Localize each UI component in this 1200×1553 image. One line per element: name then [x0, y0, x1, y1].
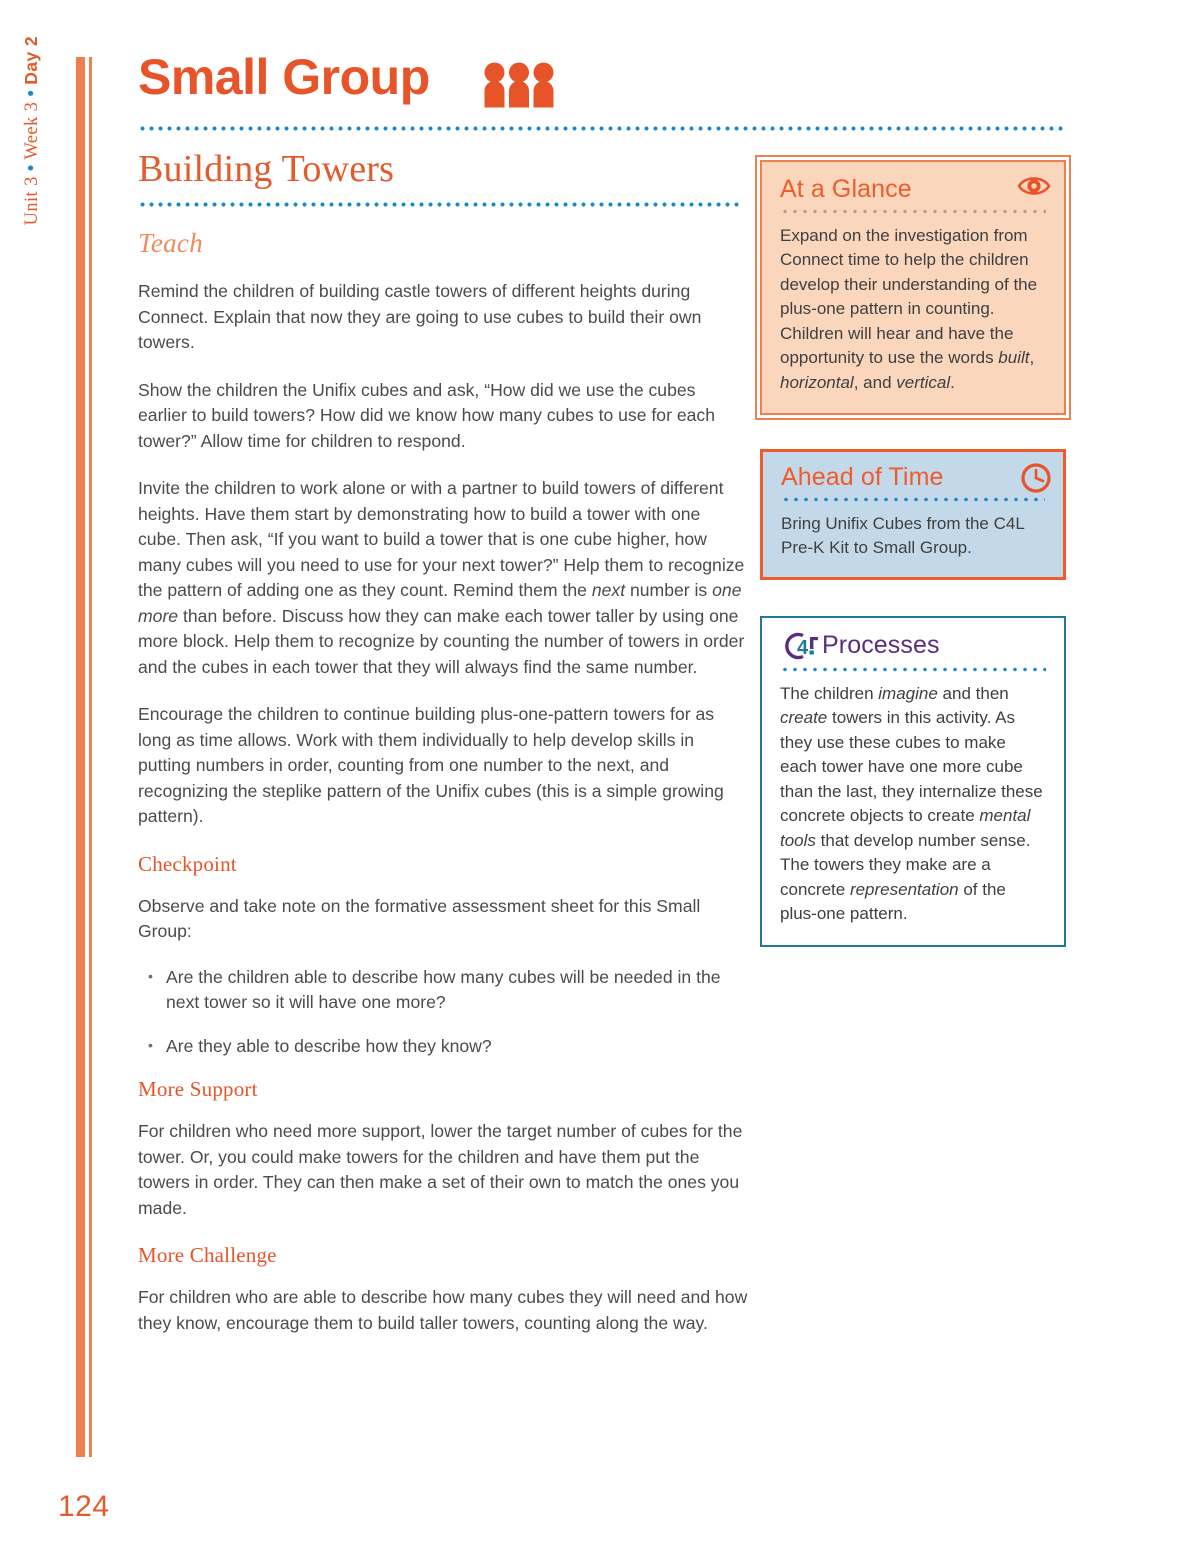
paragraph-encourage: Encourage the children to continue building plus-one-pattern towers for as long as time allows. Work with them individually to help develop skills in putting numbers in order, counting from one number to the next, and recognizing the steplike pattern of the Unifix cubes (this is a simple growing pattern). — [138, 704, 724, 826]
three-people-icon — [483, 62, 555, 108]
ahead-of-time-heading: Ahead of Time — [781, 463, 944, 491]
list-item: • Are the children able to describe how many cubes will be needed in the next tower so it will have one more? — [138, 965, 748, 1016]
sidebar-spacer-1 — [760, 415, 1066, 449]
ahead-of-time-body: Bring Unifix Cubes from the C4L Pre-K Kit to Small Group. — [781, 513, 1025, 557]
at-a-glance-panel — [760, 160, 1066, 415]
processes-em-imagine: imagine — [878, 683, 938, 703]
rail-week: Week 3 — [22, 101, 42, 160]
rail-separator-2: • — [22, 89, 42, 97]
page-number: 124 — [58, 1490, 110, 1523]
processes-em-representation: representation — [849, 879, 959, 899]
activity-title-divider — [138, 202, 743, 207]
header-divider — [138, 126, 1066, 131]
processes-panel — [760, 616, 1066, 947]
glance-part-1: Expand on the investigation from Connect time to help the children develop their understanding of the plus-one pattern in counting. Children will hear and have the opportunity to use the words — [780, 225, 1038, 367]
processes-em-mental-tools: mental tools — [780, 806, 1031, 850]
processes-part-1: The children — [780, 683, 879, 703]
teach-heading: Teach — [138, 228, 204, 258]
list-item: • Are they able to describe how they know? — [138, 1034, 748, 1060]
more-support-text: For children who need more support, lower the target number of cubes for the tower. Or, you could make towers for the children and have them put the towers in order. They can then make a set of their own to match the ones you made. — [138, 1121, 743, 1218]
left-rail-thick-bar — [76, 57, 85, 1457]
processes-part-2: and then — [937, 683, 1009, 703]
glance-em-vertical: vertical — [896, 372, 951, 392]
invite-part-1: Invite the children to work alone or with a partner to build towers of different heights. Have them start by demonstrating how to build a tower with one cube. Then ask, “If you want to build a tower that is one cube higher, how many cubes will you need to use for your next tower?” Help them to recognize the pattern of adding one as they count. Remind them the — [138, 478, 745, 600]
checkpoint-bullet-list — [138, 965, 748, 1060]
processes-heading-row — [780, 630, 1046, 662]
rail-unit: Unit 3 — [22, 176, 42, 226]
glance-mid-1: , — [1029, 348, 1035, 367]
clock-icon — [1020, 462, 1052, 494]
svg-text:4: 4 — [797, 636, 809, 659]
invite-em-one-more: one more — [138, 580, 742, 626]
unit-week-day-label — [21, 36, 43, 316]
processes-body — [780, 682, 1046, 927]
invite-part-2: number is — [625, 580, 713, 600]
invite-part-3: than before. Discuss how they can make each tower taller by using one more block. Help them to recognize by counting the number of towers in order and the cubes in each tower that they will always find the same number. — [138, 605, 745, 677]
glance-mid-2: , and — [853, 372, 897, 392]
processes-em-create: create — [780, 708, 828, 727]
main-content-column — [138, 228, 748, 1358]
activity-title: Building Towers — [138, 148, 395, 190]
sidebar-spacer-2 — [760, 580, 1066, 616]
paragraph-invite — [138, 476, 748, 680]
more-challenge-heading: More Challenge — [138, 1243, 277, 1267]
processes-heading: Processes — [822, 630, 940, 659]
glance-em-horizontal: horizontal — [780, 372, 854, 392]
more-challenge-text: For children who are able to describe how many cubes they will need and how they know, encourage them to build taller towers, counting along the way. — [138, 1287, 748, 1333]
sidebar-column — [760, 160, 1066, 947]
page-title: Small Group — [138, 49, 430, 105]
ahead-of-time-divider — [781, 497, 1045, 502]
glance-em-built: built — [998, 348, 1030, 367]
invite-em-next: next — [591, 580, 626, 600]
rail-separator-1: • — [22, 164, 42, 172]
at-a-glance-divider — [780, 209, 1046, 214]
paragraph-show: Show the children the Unifix cubes and ask, “How did we use the cubes earlier to build towers? How did we know how many cubes to use for each tower?” Allow time for children to respond. — [138, 379, 715, 451]
paragraph-remind: Remind the children of building castle towers of different heights during Connect. Explain that now they are going to use cubes to build their own towers. — [138, 281, 702, 352]
more-support-heading: More Support — [138, 1077, 258, 1101]
checkpoint-intro: Observe and take note on the formative assessment sheet for this Small Group: — [138, 895, 701, 941]
at-a-glance-heading: At a Glance — [780, 175, 912, 203]
rail-day: Day 2 — [21, 36, 41, 85]
c4l-logo — [780, 630, 820, 662]
eye-icon — [1017, 173, 1051, 199]
processes-part-3: towers in this activity. As they use these cubes to make each tower have one more cube than the last, they internalize these concrete objects to create — [780, 708, 1043, 825]
checkpoint-heading: Checkpoint — [138, 851, 237, 876]
processes-part-5: of the plus-one pattern. — [780, 879, 1006, 923]
processes-divider — [780, 667, 1046, 672]
at-a-glance-body — [780, 224, 1046, 396]
left-rail-thin-bar — [89, 57, 92, 1457]
processes-part-4: that develop number sense. The towers they make are a concrete — [780, 830, 1031, 899]
glance-end: . — [950, 372, 955, 392]
ahead-of-time-panel — [760, 449, 1066, 580]
